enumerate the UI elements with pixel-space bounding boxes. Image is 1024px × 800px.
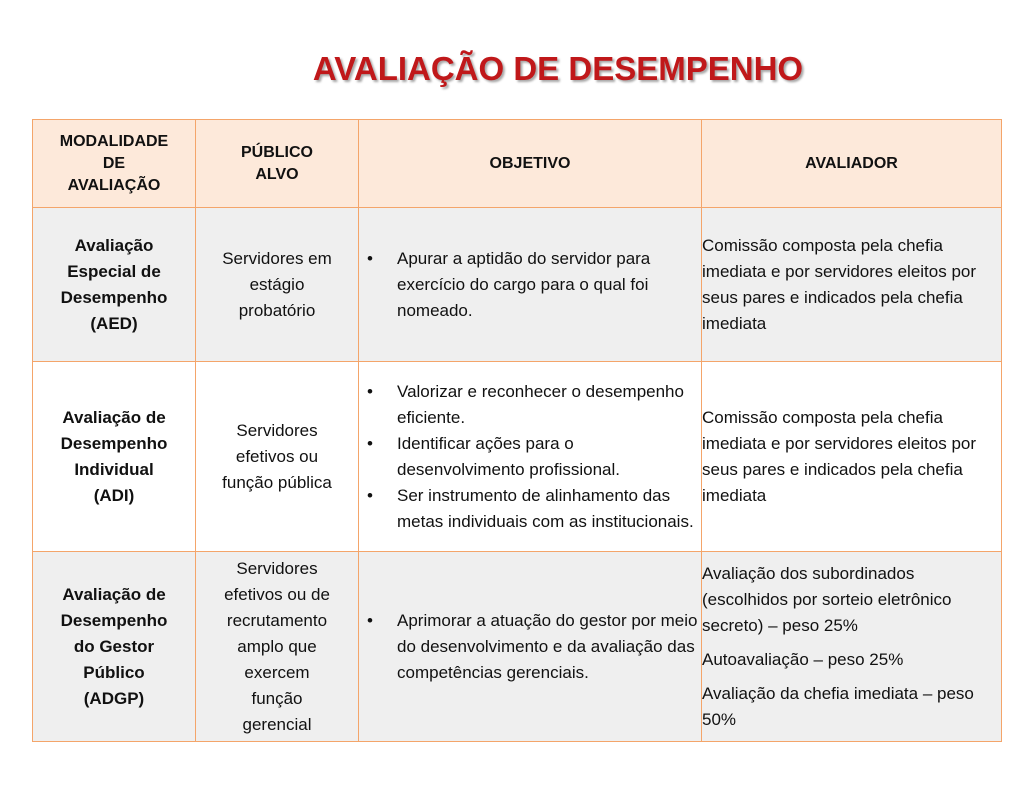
avaliador-cell xyxy=(702,362,1002,552)
modalidade-line: Público xyxy=(83,662,145,682)
objetivo-list xyxy=(359,379,701,535)
header-avaliador: AVALIADOR xyxy=(702,120,1002,208)
bullet-icon: • xyxy=(367,248,373,268)
avaliador-text: Comissão composta pela chefia imediata e por servidores eleitos por seus pares e indicados pela chefia imediata xyxy=(702,407,977,505)
objetivo-cell xyxy=(359,362,702,552)
objetivo-item xyxy=(359,246,701,324)
avaliador-text: Avaliação da chefia imediata – peso 50% xyxy=(702,683,974,729)
publico-line: amplo que xyxy=(237,636,317,656)
publico-cell xyxy=(196,362,359,552)
publico-line: recrutamento xyxy=(226,610,328,630)
modalidade-line: (ADI) xyxy=(93,485,135,505)
publico-line: efetivos ou xyxy=(235,446,319,466)
table-row-aed xyxy=(33,208,1002,362)
modalidade-cell xyxy=(33,362,196,552)
header-publico xyxy=(196,120,359,208)
page-title: AVALIAÇÃO DE DESEMPENHO xyxy=(312,50,804,87)
avaliador-cell xyxy=(702,208,1002,362)
header-publico-line: ALVO xyxy=(255,165,299,183)
modalidade-line: Avaliação xyxy=(74,235,154,255)
header-modalidade-line: DE xyxy=(102,154,126,172)
bullet-icon: • xyxy=(367,485,373,505)
objetivo-text: Valorizar e reconhecer o desempenho eficiente. xyxy=(397,381,684,427)
header-modalidade xyxy=(33,120,196,208)
publico-cell xyxy=(196,552,359,742)
publico-line: exercem xyxy=(244,662,310,682)
objetivo-list xyxy=(359,246,701,324)
bullet-icon: • xyxy=(367,433,373,453)
publico-line: gerencial xyxy=(242,714,312,734)
table-row-adi xyxy=(33,362,1002,552)
modalidade-line: Desempenho xyxy=(60,433,168,453)
bullet-icon: • xyxy=(367,381,373,401)
objetivo-cell xyxy=(359,208,702,362)
header-objetivo: OBJETIVO xyxy=(359,120,702,208)
modalidade-line: (AED) xyxy=(90,313,138,333)
publico-line: Servidores xyxy=(236,558,318,578)
header-row xyxy=(33,120,1002,208)
header-modalidade-line: MODALIDADE xyxy=(59,132,169,150)
modalidade-line: Avaliação de xyxy=(62,584,166,604)
avaliador-cell xyxy=(702,552,1002,742)
objetivo-text: Aprimorar a atuação do gestor por meio do desenvolvimento e da avaliação das competências gerenciais. xyxy=(397,610,698,682)
publico-line: estágio xyxy=(249,274,305,294)
evaluation-table xyxy=(32,119,1002,742)
publico-line: efetivos ou de xyxy=(224,584,330,604)
modalidade-line: do Gestor xyxy=(73,636,155,656)
objetivo-text: Identificar ações para o desenvolvimento profissional. xyxy=(397,433,621,479)
modalidade-line: Especial de xyxy=(67,261,161,281)
publico-line: Servidores xyxy=(236,420,318,440)
modalidade-cell xyxy=(33,552,196,742)
objetivo-item xyxy=(359,483,701,535)
modalidade-line: Individual xyxy=(74,459,154,479)
objetivo-text: Ser instrumento de alinhamento das metas individuais com as institucionais. xyxy=(397,485,694,531)
publico-line: função xyxy=(251,688,303,708)
bullet-icon: • xyxy=(367,610,373,630)
avaliador-text: Autoavaliação – peso 25% xyxy=(702,649,904,669)
objetivo-item xyxy=(359,379,701,431)
avaliador-text: Avaliação dos subordinados (escolhidos por sorteio eletrônico secreto) – peso 25% xyxy=(702,563,952,635)
objetivo-list xyxy=(359,608,701,686)
header-publico-line: PÚBLICO xyxy=(241,143,313,161)
modalidade-line: (ADGP) xyxy=(83,688,145,708)
publico-line: Servidores em xyxy=(222,248,332,268)
modalidade-line: Desempenho xyxy=(60,287,168,307)
avaliador-text: Comissão composta pela chefia imediata e por servidores eleitos por seus pares e indicados pela chefia imediata xyxy=(702,235,977,333)
modalidade-line: Desempenho xyxy=(60,610,168,630)
objetivo-item xyxy=(359,608,701,686)
modalidade-line: Avaliação de xyxy=(62,407,166,427)
publico-cell xyxy=(196,208,359,362)
header-modalidade-line: AVALIAÇÃO xyxy=(67,176,161,194)
modalidade-cell xyxy=(33,208,196,362)
objetivo-cell xyxy=(359,552,702,742)
publico-line: função pública xyxy=(222,472,332,492)
objetivo-item xyxy=(359,431,701,483)
table-row-adgp xyxy=(33,552,1002,742)
objetivo-text: Apurar a aptidão do servidor para exercício do cargo para o qual foi nomeado. xyxy=(397,248,651,320)
publico-line: probatório xyxy=(238,300,316,320)
